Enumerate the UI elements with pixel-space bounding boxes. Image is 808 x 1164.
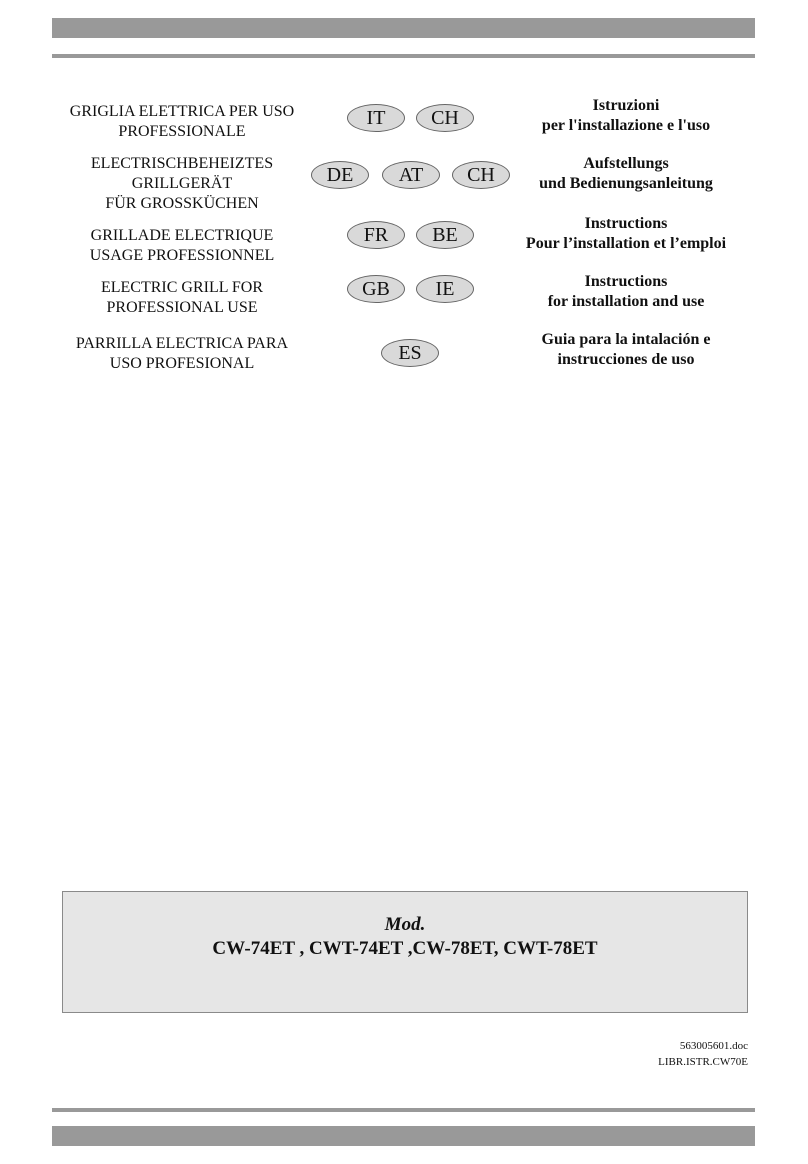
instructions-line: Istruzioni [592,97,660,114]
country-code-badge: IT [347,104,405,132]
country-code-badge: IE [416,275,474,303]
country-code-badge: GB [347,275,405,303]
language-row-de [52,154,755,216]
instructions-title-gb [497,272,755,312]
product-title-it [52,102,312,142]
instructions-line: Guia para la intalación e [541,331,711,348]
instructions-line: Aufstellungs [583,155,669,172]
product-title-de [52,154,312,214]
country-code-badge: AT [382,161,440,189]
header-bar [52,18,755,38]
footer-bar [52,1126,755,1146]
instructions-line: Pour l’installation et l’emploi [525,235,727,252]
language-row-it [52,97,755,144]
doc-file-name: 563005601.doc [679,1040,748,1052]
country-code-badge: FR [347,221,405,249]
title-line: GRILLGERÄT [131,175,233,192]
title-line: ELECTRIC GRILL FOR [100,279,264,296]
instructions-line: und Bedienungsanleitung [539,175,713,192]
language-row-fr [52,215,755,268]
document-reference [560,1038,748,1070]
product-title-gb [52,278,312,318]
country-code-badge: DE [311,161,369,189]
footer-rule [52,1108,755,1112]
country-code-badge: BE [416,221,474,249]
instructions-line: per l'installazione e l'uso [541,117,711,134]
model-label: Mod. [384,914,426,935]
model-box [62,891,748,1013]
language-row-gb [52,273,755,320]
title-line: USO PROFESIONAL [109,355,255,372]
instructions-line: for installation and use [547,293,705,310]
instructions-line: Instructions [584,273,668,290]
title-line: PROFESSIONAL USE [106,299,258,316]
title-line: ELECTRISCHBEHEIZTES [90,155,274,172]
instructions-title-es [497,330,755,370]
country-code-badge: ES [381,339,439,367]
title-line: GRIGLIA ELETTRICA PER USO [69,103,295,120]
title-line: USAGE PROFESSIONNEL [89,247,275,264]
doc-code: LIBR.ISTR.CW70E [658,1056,748,1068]
country-code-badge: CH [452,161,510,189]
instructions-title-fr [497,214,755,254]
title-line: FÜR GROSSKÜCHEN [105,195,259,212]
header-rule [52,54,755,58]
country-code-badge: CH [416,104,474,132]
title-line: PROFESSIONALE [118,123,246,140]
model-list: CW-74ET , CWT-74ET ,CW-78ET, CWT-78ET [212,938,598,959]
title-line: GRILLADE ELECTRIQUE [90,227,274,244]
instructions-title-de [497,154,755,194]
product-title-fr [52,226,312,266]
instructions-line: instrucciones de uso [557,351,695,368]
instructions-title-it [497,96,755,136]
language-row-es [52,331,755,376]
title-line: PARRILLA ELECTRICA PARA [75,335,289,352]
product-title-es [52,334,312,374]
instructions-line: Instructions [584,215,668,232]
